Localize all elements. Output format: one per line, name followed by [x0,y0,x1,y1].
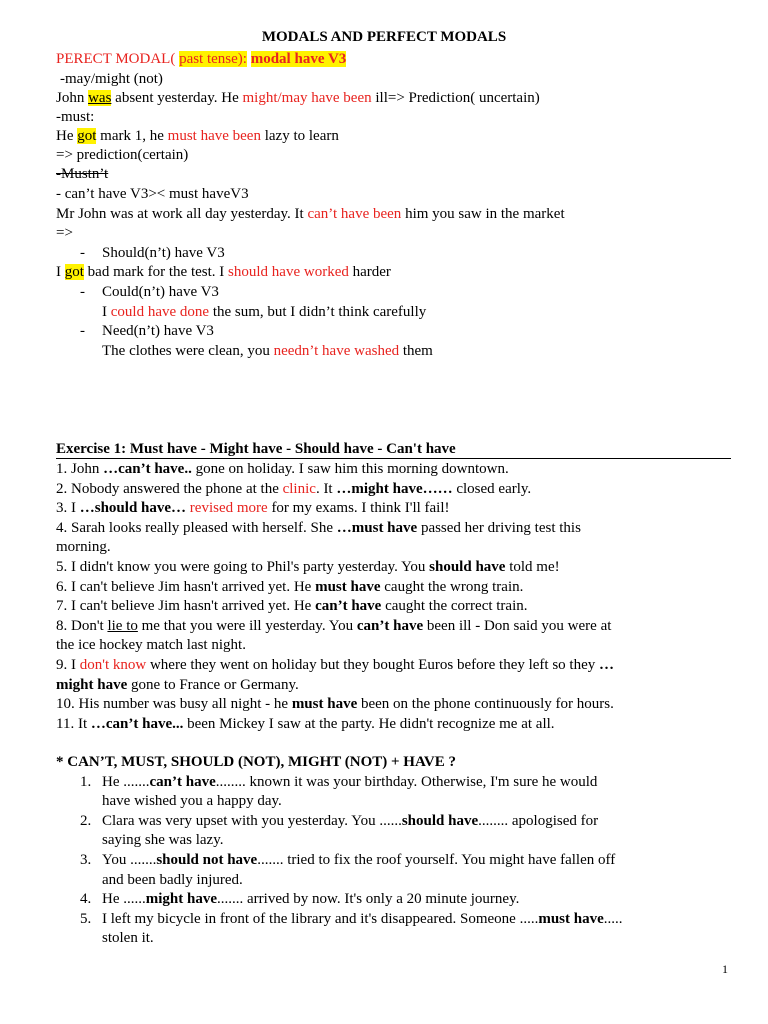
prediction-certain: => prediction(certain) [56,147,189,163]
arrow: => [56,225,73,241]
exercise1-item-4-cont: morning. [56,539,111,555]
answer: should not have [156,852,258,868]
answer: might have [56,677,128,693]
exercise1-item-1 [56,460,509,479]
text: I left my bicycle in front of the library and it's disappeared. Someone ..... [102,911,539,927]
text: me that you were ill yesterday. You [137,618,357,634]
section2-item-1-cont: have wished you a happy day. [102,793,282,809]
bullet-dash: - [80,284,85,300]
section2-item-1 [102,773,597,792]
perfect-modal-heading [56,50,346,69]
answer: …must have [336,520,418,536]
item-number: 4. [80,891,92,907]
text: absent yesterday. He [111,90,243,106]
text: ....... arrived by now. It's only a 20 minute journey. [217,891,520,907]
red-phrase: must have been [167,128,261,144]
need-label: Need(n’t) have V3 [102,323,214,339]
text: bad mark for the test. I [83,264,229,280]
text: 5. I didn't know you were going to Phil's party yesterday. You [56,559,430,575]
answer: …might have…… [336,481,453,497]
text: 1. John [56,461,104,477]
text: them [399,343,433,359]
heading-underline [56,458,731,459]
answer: must have [291,696,358,712]
exercise1-heading: Exercise 1: Must have - Might have - Should have - Can't have [56,441,456,457]
exercise1-item-3 [56,499,450,518]
section2-item-3 [102,851,615,870]
bullet-dash: - [80,245,85,261]
item-number: 1. [80,774,92,790]
text: told me! [505,559,560,575]
text: lazy to learn [260,128,339,144]
text: Mr John was at work all day yesterday. It [56,206,308,222]
underlined-phrase: lie to [107,618,138,634]
text: the sum, but I didn’t think carefully [209,304,427,320]
text: He ....... [102,774,150,790]
may-might-label: -may/might (not) [60,71,163,87]
text: 3. I [56,500,80,516]
exercise1-item-4 [56,519,581,538]
text: ..... [603,911,623,927]
text: closed early. [452,481,532,497]
red-phrase: might/may have been [242,90,372,106]
heading-highlight-formula: modal have V3 [250,51,347,67]
text: 6. I can't believe Jim hasn't arrived yet. He [56,579,316,595]
red-phrase: don't know [79,657,147,673]
section2-item-4 [102,890,519,909]
text: 2. Nobody answered the phone at the [56,481,283,497]
must-label: -must: [56,109,95,125]
example-should [56,263,391,282]
text: him you saw in the market [401,206,565,222]
heading-highlight-past-tense: past tense [179,51,238,67]
text: 8. Don't [56,618,108,634]
text: He [56,128,78,144]
highlight-word: got [64,264,84,280]
exercise1-item-6 [56,578,523,597]
answer: …should have… [79,500,187,516]
text: 9. I [56,657,80,673]
text: been on the phone continuously for hours. [357,696,614,712]
answer: … [599,657,615,673]
item-number: 2. [80,813,92,829]
text: I [102,304,111,320]
exercise1-item-8 [56,617,611,636]
text: 4. Sarah looks really pleased with herself. She [56,520,337,536]
answer: must have [315,579,381,595]
could-label: Could(n’t) have V3 [102,284,219,300]
text: gone to France or Germany. [127,677,299,693]
exercise1-item-10 [56,695,614,714]
example-must [56,127,339,146]
example-need [102,342,433,361]
answer: …can’t have... [90,716,184,732]
page-number: 1 [722,962,728,976]
highlight-word: got [77,128,97,144]
exercise1-item-2 [56,480,531,499]
heading-part-a: PERECT MODAL( [56,51,176,67]
text: 10. His number was busy all night - he [56,696,292,712]
answer: …can’t have.. [103,461,192,477]
answer: can’t have [315,598,382,614]
section2-item-2 [102,812,598,831]
text: harder [348,264,391,280]
answer: can’t have [356,618,424,634]
red-phrase: needn’t have washed [273,343,400,359]
text: been Mickey I saw at the party. He didn't recognize me at all. [183,716,555,732]
example-may-might [56,89,540,108]
item-number: 3. [80,852,92,868]
text: gone on holiday. I saw him this morning downtown. [191,461,509,477]
item-number: 5. [80,911,92,927]
text: ....... tried to fix the roof yourself. You might have fallen off [257,852,616,868]
text: You ....... [102,852,157,868]
text: been ill - Don said you were at [423,618,612,634]
text: caught the correct train. [381,598,528,614]
answer: might have [145,891,217,907]
text: 11. It [56,716,91,732]
page-title: MODALS AND PERFECT MODALS [261,29,507,45]
exercise1-item-7 [56,597,528,616]
text: I [56,264,65,280]
text: ........ known it was your birthday. Otherwise, I'm sure he would [215,774,598,790]
answer: should have [429,559,506,575]
mustnt-struck: -Mustn’t [56,166,109,182]
text: where they went on holiday but they bought Euros before they left so they [146,657,600,673]
heading-part-c: ): [237,51,247,67]
answer: can’t have [149,774,216,790]
exercise1-item-9 [56,656,614,675]
exercise1-item-5 [56,558,560,577]
answer: must have [538,911,604,927]
text: Clara was very upset with you yesterday. You ...... [102,813,402,829]
text: ........ apologised for [478,813,599,829]
text: caught the wrong train. [380,579,524,595]
bullet-dash: - [80,323,85,339]
text: mark 1, he [96,128,168,144]
section2-item-2-cont: saying she was lazy. [102,832,224,848]
section2-item-3-cont: and been badly injured. [102,872,243,888]
section2-item-5 [102,910,623,929]
text: passed her driving test this [417,520,581,536]
text: He ...... [102,891,146,907]
text: The clothes were clean, you [102,343,274,359]
text: John [56,90,89,106]
exercise1-item-11 [56,715,555,734]
text: 7. I can't believe Jim hasn't arrived yet. He [56,598,316,614]
red-phrase: can’t have been [307,206,402,222]
section2-heading: * CAN’T, MUST, SHOULD (NOT), MIGHT (NOT) + HAVE ? [56,754,456,770]
highlight-word: was [88,90,112,106]
text: . It [315,481,337,497]
should-label: Should(n’t) have V3 [102,245,225,261]
exercise1-item-8-cont: the ice hockey match last night. [56,637,246,653]
red-phrase: revised more [189,500,268,516]
example-could [102,303,426,322]
text: ill=> Prediction( uncertain) [371,90,540,106]
red-phrase: should have worked [228,264,349,280]
section2-item-5-cont: stolen it. [102,930,154,946]
answer: should have [401,813,479,829]
exercise1-item-9-cont [56,676,299,695]
text: for my exams. I think I'll fail! [267,500,450,516]
red-phrase: could have done [110,304,210,320]
example-cant-have [56,205,565,224]
cant-have-rule: - can’t have V3>< must haveV3 [56,186,249,202]
red-phrase: clinic [282,481,316,497]
